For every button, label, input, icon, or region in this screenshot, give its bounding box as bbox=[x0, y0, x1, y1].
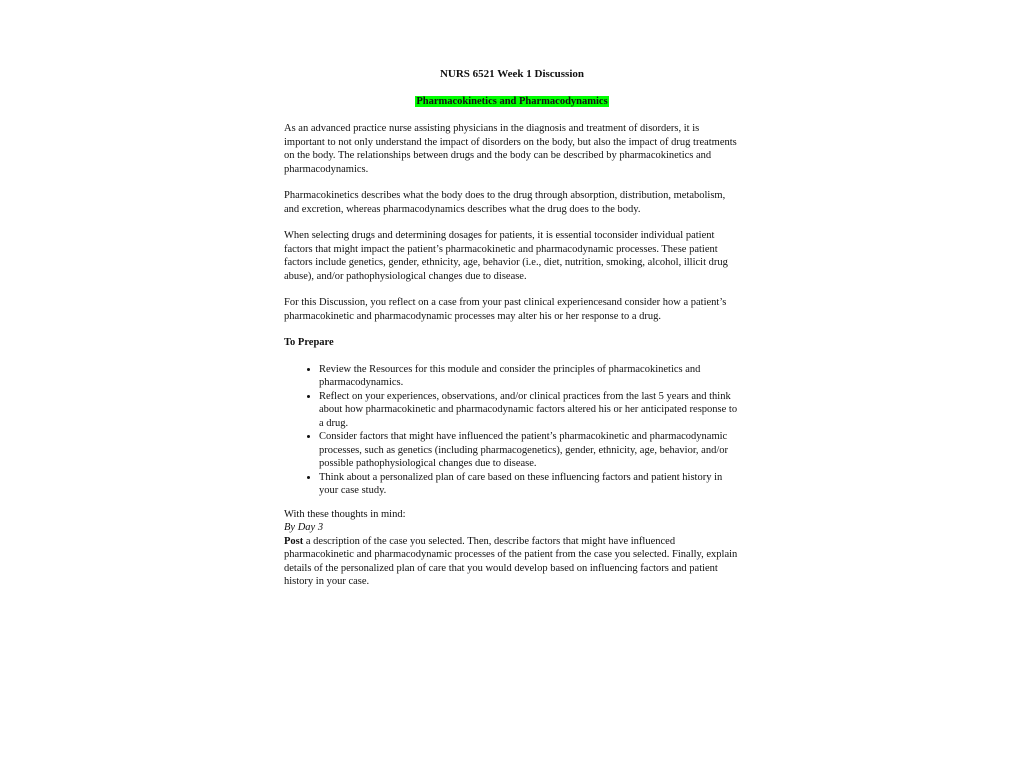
due-label: By Day 3 bbox=[284, 522, 324, 533]
document-page bbox=[284, 68, 740, 589]
subtitle-wrapper bbox=[284, 95, 740, 109]
highlighted-subtitle: Pharmacokinetics and Pharmacodynamics bbox=[416, 95, 608, 107]
list-item: • Review the Resources for this module and consider the principles of pharmacokinetics and pharmacodynamics. bbox=[319, 363, 740, 390]
intro-paragraph: As an advanced practice nurse assisting physicians in the diagnosis and treatment of disorders, it is important to not only understand the impact of disorders on the body, but also the impact of drug treatments on the body. The relationships between drugs and the body can be described by pharmacokinetics and pharmacodynamics. bbox=[284, 123, 737, 175]
post-label: Post bbox=[284, 535, 304, 547]
post-text: a description of the case you selected. Then, describe factors that might have influenced pharmacokinetic and pharmacodynamic processes of the patient from the case you selected. Finally, explain details of the personalized plan of care that you would develop based on influencing factors and patient history in your case. bbox=[284, 535, 738, 587]
post-instructions bbox=[284, 535, 740, 589]
pharmacokinetics-paragraph: Pharmacokinetics describes what the body does to the drug through absorption, distribution, metabolism, and excretion, whereas pharmacodynamics describes what the drug does to the body. bbox=[284, 190, 726, 215]
prepare-list bbox=[284, 363, 740, 498]
patient-factors-paragraph: When selecting drugs and determining dosages for patients, it is essential toconsider individual patient factors that might impact the patient’s pharmacokinetic and pharmacodynamic processes. These patient factors include genetics, gender, ethnicity, age, behavior (i.e., diet, nutrition, smoking, alcohol, illicit drug abuse), and/or pathophysiological changes due to disease. bbox=[284, 230, 728, 282]
list-item: • Reflect on your experiences, observations, and/or clinical practices from the last 5 years and think about how pharmacokinetic and pharmacodynamic factors altered his or her anticipated response to a drug. bbox=[319, 390, 740, 431]
document-title: NURS 6521 Week 1 Discussion bbox=[439, 68, 585, 80]
list-item: • Think about a personalized plan of care based on these influencing factors and patient history in your case study. bbox=[319, 471, 740, 498]
closing-intro: With these thoughts in mind: bbox=[284, 508, 406, 520]
discussion-paragraph: For this Discussion, you reflect on a case from your past clinical experiencesand consider how a patient’s pharmacokinetic and pharmacodynamic processes may alter his or her response to a drug. bbox=[284, 297, 727, 322]
to-prepare-heading: To Prepare bbox=[284, 337, 334, 348]
list-item: • Consider factors that might have influenced the patient’s pharmacokinetic and pharmacodynamic processes, such as genetics (including pharmacogenetics), gender, ethnicity, age, behavior, and/or possible pathophysiological changes due to disease. bbox=[319, 430, 740, 471]
